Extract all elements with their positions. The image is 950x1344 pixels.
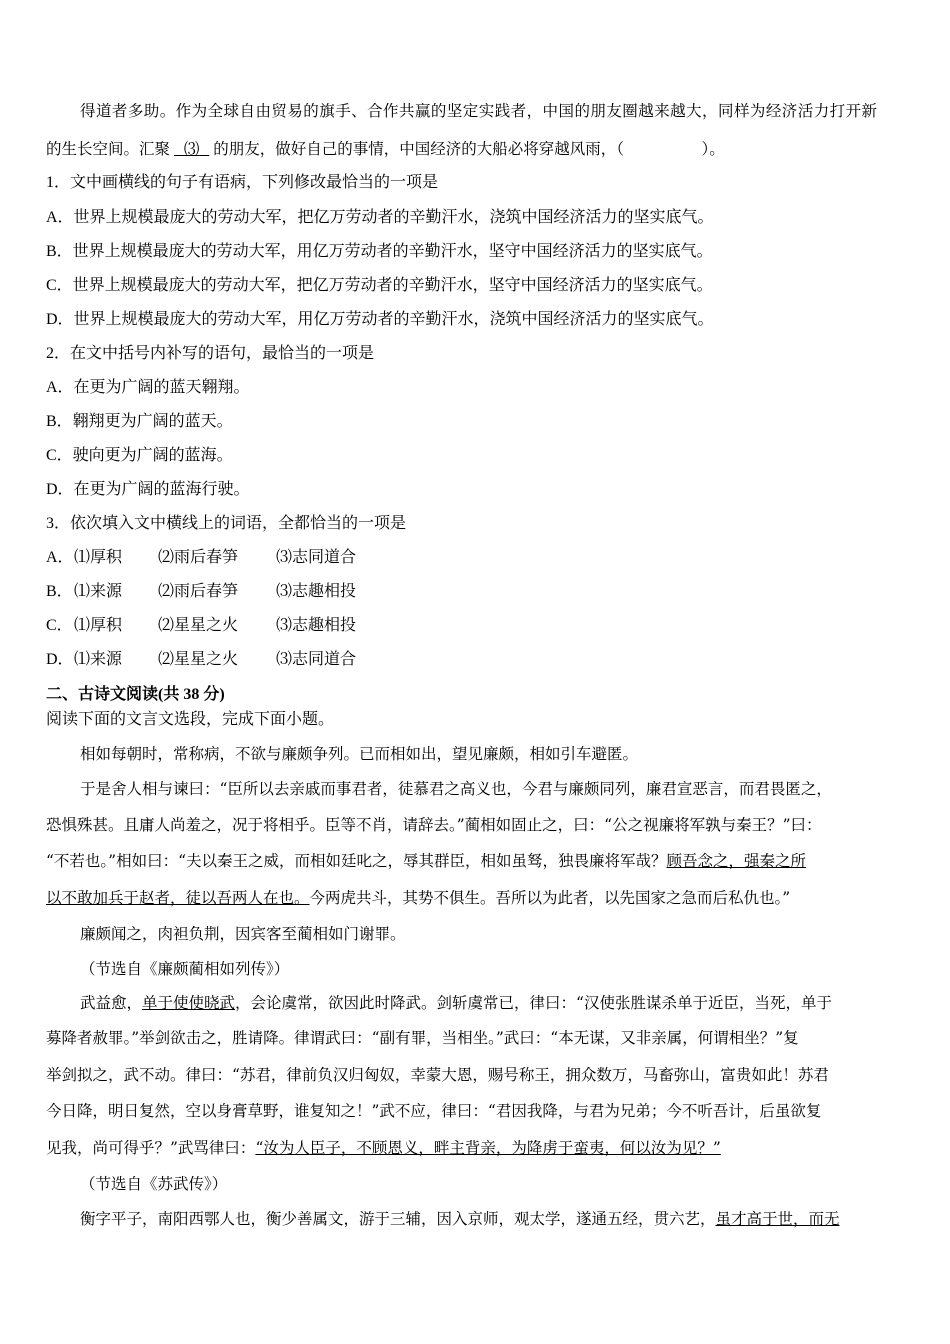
classical-text-line: [80, 992, 906, 1014]
classical-text-line: 举剑拟之，武不动。律曰：“苏君，律前负汉归匈奴，幸蒙大恩，赐号称王，拥众数万，马畜弥山，富贵如此！苏君: [46, 1066, 829, 1084]
option-a: [46, 547, 906, 569]
classical-text-line: [46, 850, 906, 872]
classical-text-line: [46, 1137, 906, 1159]
classical-text-line: 相如每朝时，常称病，不欲与廉颇争列。已而相如出，望见廉颇，相如引车避匿。: [80, 745, 639, 763]
option-word-2: ⑵雨后春笋: [158, 549, 239, 566]
source-citation: （节选自《苏武传》）: [80, 1175, 228, 1193]
fill-blank-3: [170, 138, 213, 160]
plain-text: 今两虎共斗，其势不俱生。吾所以为此者，以先国家之急而后私仇也。”: [309, 889, 791, 907]
plain-text: 衡字平子，南阳西鄂人也，衡少善属文，游于三辅，因入京师，观太学，遂通五经，贯六艺，: [80, 1210, 716, 1228]
plain-text: 见我，尚可得乎？”武骂律曰：: [46, 1139, 256, 1157]
option-b: [46, 581, 906, 603]
question-stem: 1．文中画横线的句子有语病，下列修改最恰当的一项是: [46, 174, 439, 191]
option-word-3: ⑶志趣相投: [276, 617, 357, 634]
option-c: C．驶向更为广阔的蓝海。: [46, 447, 233, 464]
option-word-3: ⑶志同道合: [276, 651, 357, 668]
option-a: A．世界上规模最庞大的劳动大军，把亿万劳动者的辛勤汗水，浇筑中国经济活力的坚实底气。: [46, 209, 714, 226]
question-stem: 3．依次填入文中横线上的词语，全都恰当的一项是: [46, 515, 407, 532]
option-word-1: ⑴来源: [74, 651, 123, 668]
option-letter: D．: [46, 651, 74, 668]
option-c: C．世界上规模最庞大的劳动大军，把亿万劳动者的辛勤汗水，坚守中国经济活力的坚实底气。: [46, 277, 713, 294]
option-d: D．世界上规模最庞大的劳动大军，用亿万劳动者的辛勤汗水，浇筑中国经济活力的坚实底气。: [46, 311, 714, 328]
classical-text-line: 恐惧殊甚。且庸人尚羞之，况于将相乎。臣等不肖，请辞去。”蔺相如固止之，曰：“公之视廉将军孰与秦王？”曰：: [46, 816, 822, 834]
option-letter: A．: [46, 549, 74, 566]
underlined-sentence: “汝为人臣子，不顾恩义，畔主背亲，为降虏于蛮夷，何以汝为见？”: [255, 1139, 721, 1157]
source-citation: （节选自《廉颇蔺相如列传》）: [80, 960, 290, 978]
passage-text: 的生长空间。汇聚: [46, 140, 171, 158]
plain-text: ，会论虞常，欲因此时降武。剑斩虞常已，律曰：“汉使张胜谋杀单于近臣，当死，单于: [235, 994, 832, 1012]
classical-text-line: 募降者赦罪。”举剑欲击之，胜请降。律谓武曰：“副有罪，当相坐。”武曰：“本无谋，又非亲属，何谓相坐？”复: [46, 1029, 799, 1047]
classical-text-line: 于是舍人相与谏曰：“臣所以去亲戚而事君者，徒慕君之高义也，今君与廉颇同列，廉君宣恶言，而君畏匿之，: [80, 780, 832, 798]
underlined-sentence: 以不敢加兵于赵者，徒以吾两人在也。: [46, 889, 310, 907]
option-letter: B．: [46, 583, 73, 600]
classical-text-line: 今日降，明日复然，空以身膏草野，谁复知之！”武不应，律曰：“君因我降，与君为兄弟；今不听吾计，后虽欲复: [46, 1102, 822, 1120]
underlined-sentence: 单于使使晓武: [142, 994, 236, 1012]
option-d: [46, 649, 906, 671]
option-word-2: ⑵星星之火: [158, 651, 239, 668]
passage-line: 得道者多助。作为全球自由贸易的旗手、合作共赢的坚定实践者，中国的朋友圈越来越大，同样为经济活力打开新: [80, 102, 878, 120]
option-word-1: ⑴厚积: [74, 549, 123, 566]
classical-text-line: [80, 1208, 906, 1230]
option-b: B．世界上规模最庞大的劳动大军，用亿万劳动者的辛勤汗水，坚守中国经济活力的坚实底气。: [46, 243, 713, 260]
option-letter: C．: [46, 617, 73, 634]
plain-text: “不若也。”相如曰：“夫以秦王之威，而相如廷叱之，辱其群臣，相如虽驽，独畏廉将军哉？: [46, 852, 667, 870]
passage-text: 的朋友，做好自己的事情，中国经济的大船必将穿越风雨，（ ）。: [213, 140, 725, 158]
option-d: D．在更为广阔的蓝海行驶。: [46, 481, 250, 498]
option-word-2: ⑵星星之火: [158, 617, 239, 634]
plain-text: 武益愈，: [80, 994, 143, 1012]
option-word-3: ⑶志趣相投: [276, 583, 357, 600]
classical-text-line: 廉颇闻之，肉袒负荆，因宾客至蔺相如门谢罪。: [80, 925, 406, 943]
option-word-1: ⑴来源: [74, 583, 123, 600]
blank-label: ⑶: [183, 140, 200, 158]
option-c: [46, 615, 906, 637]
option-word-3: ⑶志同道合: [276, 549, 357, 566]
classical-text-line: [46, 887, 906, 909]
section-heading: 二、古诗文阅读(共 38 分): [46, 686, 225, 703]
option-a: A．在更为广阔的蓝天翱翔。: [46, 379, 250, 396]
passage-line: [46, 138, 906, 160]
option-b: B．翱翔更为广阔的蓝天。: [46, 413, 233, 430]
question-stem: 2．在文中括号内补写的语句，最恰当的一项是: [46, 345, 375, 362]
option-word-2: ⑵雨后春笋: [158, 583, 239, 600]
section-instruction: 阅读下面的文言文选段，完成下面小题。: [46, 711, 335, 728]
underlined-sentence: 虽才高于世，而无: [715, 1210, 840, 1228]
underlined-sentence: 顾吾念之，强秦之所: [666, 852, 807, 870]
option-word-1: ⑴厚积: [74, 617, 123, 634]
